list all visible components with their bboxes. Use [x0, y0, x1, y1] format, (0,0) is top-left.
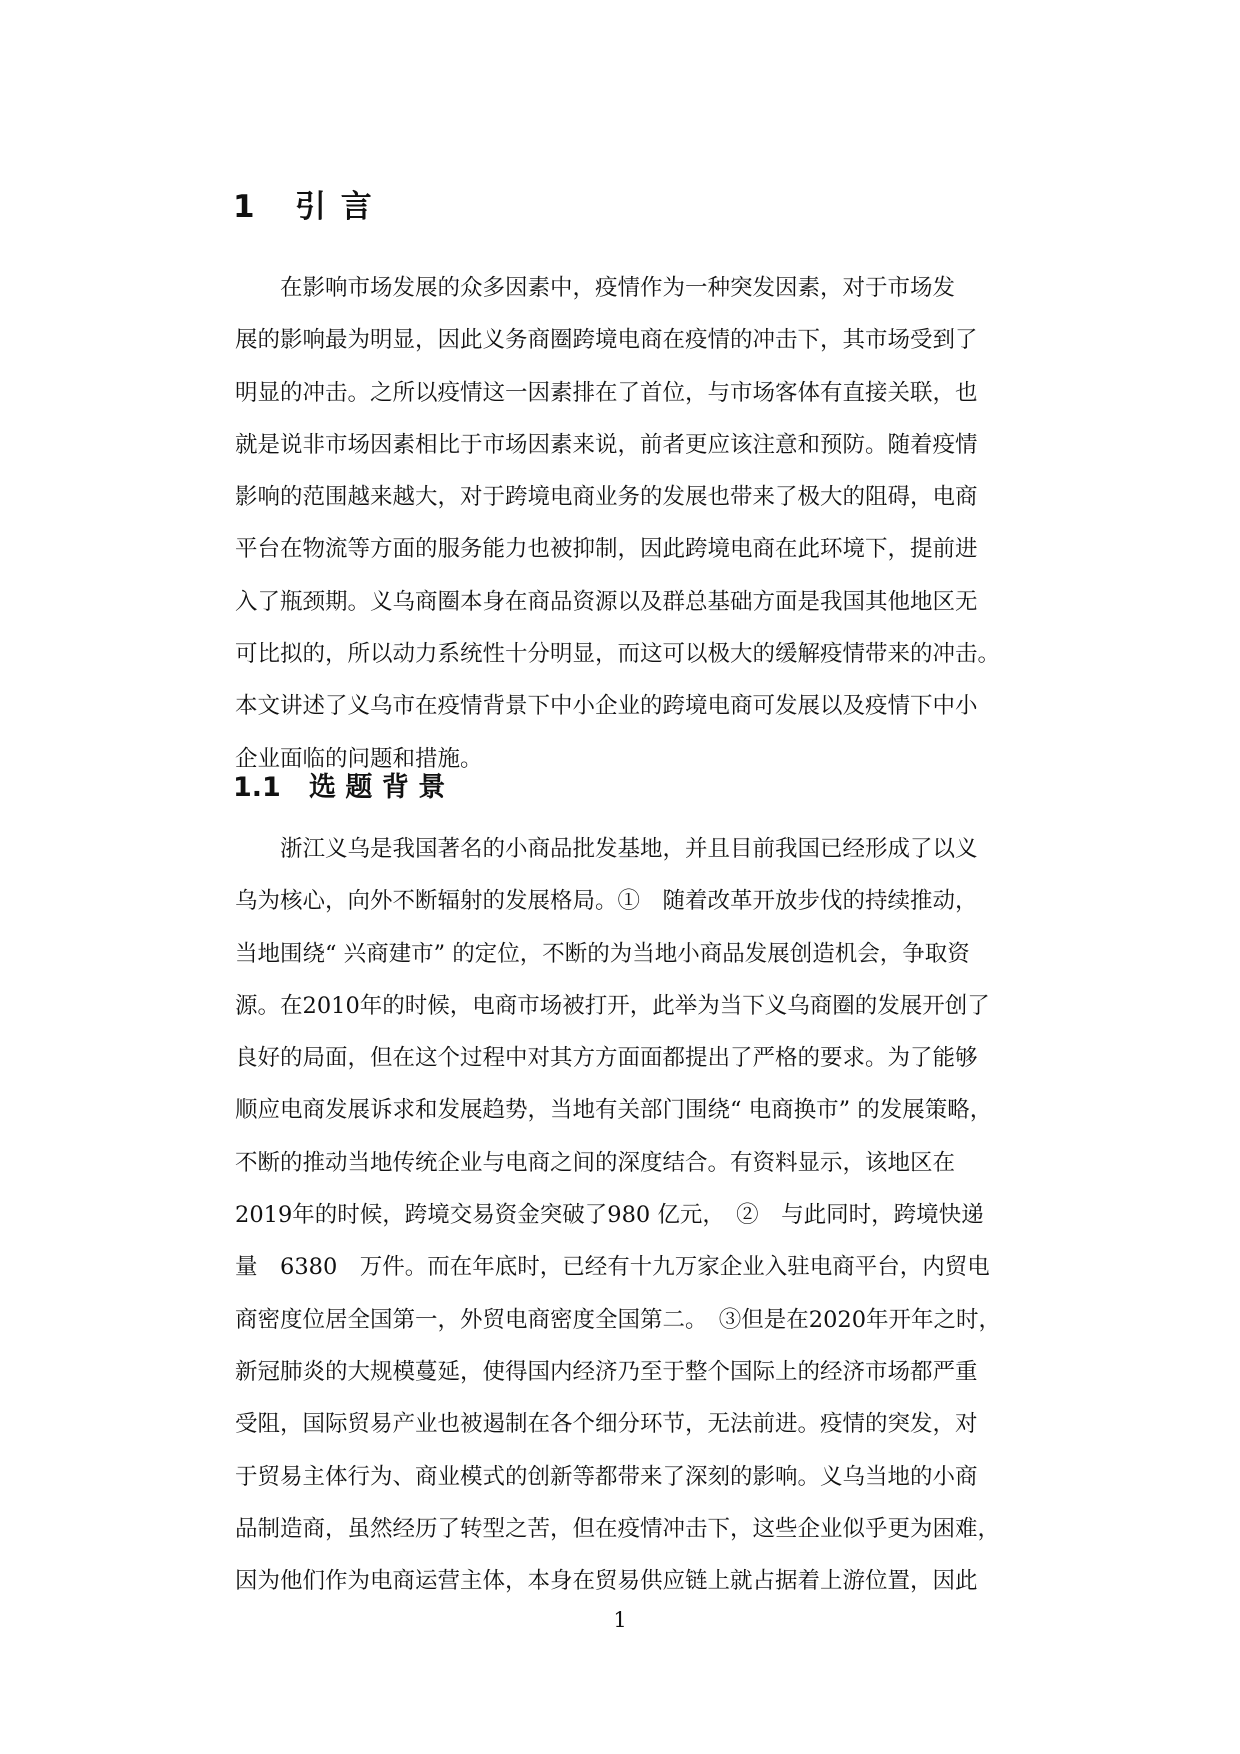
paragraph-line: 2019年的时候，跨境交易资金突破了980 亿元， ② 与此同时，跨境快递: [235, 1202, 984, 1229]
paragraph-line: 在影响市场发展的众多因素中，疫情作为一种突发因素，对于市场发: [235, 275, 956, 301]
paragraph-line: 顺应电商发展诉求和发展趋势，当地有关部门围绕“ 电商换市” 的发展策略，: [235, 1097, 993, 1124]
paragraph-line: 于贸易主体行为、商业模式的创新等都带来了深刻的影响。义乌当地的小商: [235, 1463, 978, 1490]
paragraph-line: 良好的局面，但在这个过程中对其方方面面都提出了严格的要求。为了能够: [235, 1045, 978, 1072]
paragraph-line: 因为他们作为电商运营主体，本身在贸易供应链上就占据着上游位置，因此: [235, 1568, 978, 1595]
page-number: 1: [613, 1608, 627, 1632]
paragraph-line: 平台在物流等方面的服务能力也被抑制，因此跨境电商在此环境下，提前进: [235, 536, 978, 563]
paragraph-line: 就是说非市场因素相比于市场因素来说，前者更应该注意和预防。随着疫情: [235, 431, 978, 458]
paragraph-line: 明显的冲击。之所以疫情这一因素排在了首位，与市场客体有直接关联，也: [235, 379, 978, 406]
paragraph-line: 品制造商，虽然经历了转型之苦，但在疫情冲击下，这些企业似乎更为困难，: [235, 1515, 1001, 1542]
paragraph-line: 影响的范围越来越大，对于跨境电商业务的发展也带来了极大的阻碍，电商: [235, 484, 978, 511]
paragraph-line: 源。在2010年的时候，电商市场被打开，此举为当下义乌商圈的发展开创了: [235, 992, 990, 1019]
paragraph-line: 企业面临的问题和措施。: [235, 745, 483, 772]
paragraph-line: 浙江义乌是我国著名的小商品批发基地，并且目前我国已经形成了以义: [235, 836, 978, 862]
paragraph-line: 受阻，国际贸易产业也被遏制在各个细分环节，无法前进。疫情的突发，对: [235, 1411, 978, 1438]
chapter-title: 1 引 言: [233, 189, 374, 225]
paragraph-line: 入了瓶颈期。义乌商圈本身在商品资源以及群总基础方面是我国其他地区无: [235, 588, 978, 615]
paragraph-line: 展的影响最为明显，因此义务商圈跨境电商在疫情的冲击下，其市场受到了: [235, 327, 978, 354]
paragraph-line: 可比拟的，所以动力系统性十分明显，而这可以极大的缓解疫情带来的冲击。: [235, 641, 1001, 668]
paragraph-line: 量 6380 万件。而在年底时，已经有十九万家企业入驻电商平台，内贸电: [235, 1254, 990, 1281]
paragraph-line: 商密度位居全国第一，外贸电商密度全国第二。 ③但是在2020年开年之时，: [235, 1306, 1002, 1333]
paragraph-line: 乌为核心，向外不断辐射的发展格局。① 随着改革开放步伐的持续推动，: [235, 888, 978, 915]
intro-paragraph: [235, 262, 1075, 785]
paragraph-line: 不断的推动当地传统企业与电商之间的深度结合。有资料显示，该地区在: [235, 1149, 956, 1176]
background-paragraph: [235, 823, 1075, 1607]
section-title: 1.1 选 题 背 景: [233, 772, 446, 803]
paragraph-line: 当地围绕“ 兴商建市” 的定位，不断的为当地小商品发展创造机会，争取资: [235, 940, 970, 967]
paragraph-line: 本文讲述了义乌市在疫情背景下中小企业的跨境电商可发展以及疫情下中小: [235, 693, 978, 720]
paragraph-line: 新冠肺炎的大规模蔓延，使得国内经济乃至于整个国际上的经济市场都严重: [235, 1358, 978, 1385]
